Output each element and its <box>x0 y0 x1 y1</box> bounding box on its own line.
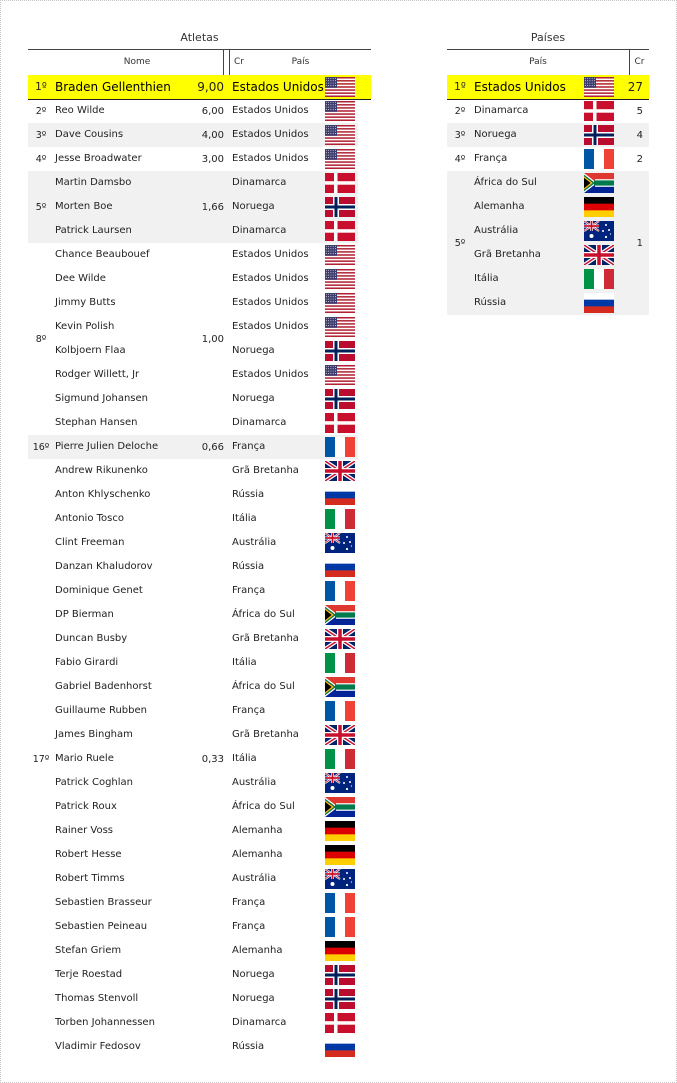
athlete-name: Vladimir Fedosov <box>55 1041 141 1052</box>
athlete-row <box>28 867 358 891</box>
athlete-name: Mario Ruele <box>55 753 114 764</box>
athlete-row <box>28 723 358 747</box>
athlete-name: Reo Wilde <box>55 105 105 116</box>
country-name: Alemanha <box>474 201 525 212</box>
athlete-row <box>28 219 358 243</box>
athlete-name: Chance Beaubouef <box>55 249 150 260</box>
south-africa-flag-icon <box>584 173 614 193</box>
athlete-country: Austrália <box>232 873 277 884</box>
athlete-country: Dinamarca <box>232 177 287 188</box>
header-country: País <box>529 57 547 67</box>
athlete-row <box>28 243 358 267</box>
country-name: Estados Unidos <box>474 80 566 94</box>
athlete-name: Sebastien Brasseur <box>55 897 152 908</box>
us-flag-icon <box>325 125 355 145</box>
athlete-name: Patrick Roux <box>55 801 117 812</box>
athlete-row <box>28 651 358 675</box>
germany-flag-icon <box>584 197 614 217</box>
athlete-name: Dave Cousins <box>55 129 124 140</box>
rank-label: 5º <box>454 237 466 249</box>
athlete-row <box>28 939 358 963</box>
us-flag-icon <box>325 317 355 337</box>
uk-flag-icon <box>325 461 355 481</box>
header-country: País <box>291 57 310 67</box>
country-row <box>447 195 649 219</box>
rank-label: 2º <box>35 105 47 117</box>
athlete-country: Itália <box>232 753 257 764</box>
country-name: Grã Bretanha <box>474 249 541 260</box>
cr-value: 1,66 <box>201 201 224 213</box>
cr-value: 27 <box>627 80 643 94</box>
athlete-name: Dee Wilde <box>55 273 106 284</box>
athlete-country: França <box>232 921 266 932</box>
athletes-header <box>28 49 371 76</box>
athlete-name: Thomas Stenvoll <box>55 993 139 1004</box>
athlete-name: Stephan Hansen <box>55 417 138 428</box>
athlete-row <box>28 267 358 291</box>
athlete-row <box>28 819 358 843</box>
rank-label: 1º <box>454 81 466 93</box>
rank-label: 1º <box>35 81 47 93</box>
country-row <box>447 99 649 123</box>
athlete-row <box>28 315 358 339</box>
france-flag-icon <box>325 917 355 937</box>
athlete-country: Rússia <box>232 489 265 500</box>
athlete-country: África do Sul <box>232 681 295 692</box>
norway-flag-icon <box>325 389 355 409</box>
france-flag-icon <box>325 701 355 721</box>
athlete-name: James Bingham <box>55 729 133 740</box>
athlete-row <box>28 963 358 987</box>
athlete-name: Andrew Rikunenko <box>55 465 148 476</box>
russia-flag-icon <box>325 557 355 577</box>
country-row <box>447 75 649 100</box>
france-flag-icon <box>325 437 355 457</box>
country-name: Austrália <box>474 225 519 236</box>
athlete-row <box>28 123 358 147</box>
country-name: Dinamarca <box>474 105 529 116</box>
athlete-row <box>28 459 358 483</box>
france-flag-icon <box>325 893 355 913</box>
athlete-name: Robert Timms <box>55 873 125 884</box>
italy-flag-icon <box>325 749 355 769</box>
athlete-country: Itália <box>232 657 257 668</box>
athlete-row <box>28 987 358 1011</box>
athlete-country: Noruega <box>232 993 275 1004</box>
athlete-country: Noruega <box>232 393 275 404</box>
germany-flag-icon <box>325 941 355 961</box>
germany-flag-icon <box>325 821 355 841</box>
us-flag-icon <box>325 77 355 97</box>
athlete-country: Austrália <box>232 777 277 788</box>
athlete-country: Estados Unidos <box>232 321 309 332</box>
athlete-name: Jimmy Butts <box>55 297 116 308</box>
france-flag-icon <box>325 581 355 601</box>
athlete-country: Noruega <box>232 201 275 212</box>
athlete-row <box>28 363 358 387</box>
athlete-name: Rodger Willett, Jr <box>55 369 140 380</box>
athlete-country: França <box>232 585 266 596</box>
athlete-name: Jesse Broadwater <box>55 153 142 164</box>
norway-flag-icon <box>325 341 355 361</box>
athlete-name: Anton Khlyschenko <box>55 489 151 500</box>
athlete-name: Gabriel Badenhorst <box>55 681 152 692</box>
rank-label: 3º <box>454 129 466 141</box>
header-name: Nome <box>123 57 151 67</box>
norway-flag-icon <box>584 125 614 145</box>
cr-value: 4 <box>636 129 643 141</box>
rank-label: 16º <box>32 441 50 453</box>
cr-value: 3,00 <box>201 153 224 165</box>
russia-flag-icon <box>325 485 355 505</box>
athlete-country: Estados Unidos <box>232 273 309 284</box>
us-flag-icon <box>325 245 355 265</box>
uk-flag-icon <box>584 245 614 265</box>
italy-flag-icon <box>325 509 355 529</box>
australia-flag-icon <box>325 773 355 793</box>
country-row <box>447 267 649 291</box>
rank-label: 4º <box>454 153 466 165</box>
country-row <box>447 243 649 267</box>
athlete-row <box>28 603 358 627</box>
athlete-row <box>28 147 358 171</box>
denmark-flag-icon <box>325 173 355 193</box>
athlete-country: Estados Unidos <box>232 129 309 140</box>
country-row <box>447 147 649 171</box>
country-name: França <box>474 153 508 164</box>
athlete-name: Sigmund Johansen <box>55 393 148 404</box>
athlete-country: Alemanha <box>232 825 283 836</box>
athlete-country: Alemanha <box>232 849 283 860</box>
country-row <box>447 291 649 315</box>
athlete-row <box>28 339 358 363</box>
athlete-country: Estados Unidos <box>232 153 309 164</box>
athlete-name: Clint Freeman <box>55 537 125 548</box>
athlete-name: Pierre Julien Deloche <box>55 441 159 452</box>
country-row <box>447 219 649 243</box>
countries-title: Países <box>530 31 566 44</box>
athlete-country: Rússia <box>232 1041 265 1052</box>
athlete-country: Rússia <box>232 561 265 572</box>
cr-value: 2 <box>636 153 643 165</box>
uk-flag-icon <box>325 725 355 745</box>
rank-label: 2º <box>454 105 466 117</box>
athlete-country: Noruega <box>232 969 275 980</box>
athlete-country: Grã Bretanha <box>232 633 299 644</box>
country-name: Noruega <box>474 129 517 140</box>
athlete-country: Itália <box>232 513 257 524</box>
athlete-name: Kolbjoern Flaa <box>55 345 126 356</box>
athlete-row <box>28 1035 358 1059</box>
cr-value: 6,00 <box>201 105 224 117</box>
france-flag-icon <box>584 149 614 169</box>
athlete-country: Estados Unidos <box>232 369 309 380</box>
country-row <box>447 171 649 195</box>
us-flag-icon <box>325 293 355 313</box>
athlete-row <box>28 435 358 459</box>
athlete-row <box>28 195 358 219</box>
countries-header <box>447 49 649 76</box>
header-cr: Cr <box>634 57 645 67</box>
athlete-row <box>28 579 358 603</box>
rank-label: 5º <box>35 201 47 213</box>
athlete-name: Morten Boe <box>55 201 113 212</box>
athlete-row <box>28 843 358 867</box>
athlete-name: Braden Gellenthien <box>55 80 171 94</box>
cr-value: 5 <box>636 105 643 117</box>
athlete-row <box>28 507 358 531</box>
header-cr: Cr <box>234 57 244 67</box>
athlete-country: África do Sul <box>232 609 295 620</box>
country-name: Itália <box>474 273 499 284</box>
athlete-row <box>28 171 358 195</box>
athlete-row <box>28 411 358 435</box>
denmark-flag-icon <box>325 1013 355 1033</box>
us-flag-icon <box>584 77 614 97</box>
athlete-country: Estados Unidos <box>232 80 324 94</box>
denmark-flag-icon <box>584 101 614 121</box>
athlete-name: Patrick Coghlan <box>55 777 134 788</box>
denmark-flag-icon <box>325 221 355 241</box>
athlete-row <box>28 99 358 123</box>
cr-value: 9,00 <box>197 80 224 94</box>
athlete-name: Kevin Polish <box>55 321 115 332</box>
athlete-row <box>28 291 358 315</box>
athlete-row <box>28 747 358 771</box>
athlete-country: Dinamarca <box>232 1017 287 1028</box>
russia-flag-icon <box>584 293 614 313</box>
athlete-row <box>28 915 358 939</box>
australia-flag-icon <box>584 221 614 241</box>
germany-flag-icon <box>325 845 355 865</box>
athlete-name: Guillaume Rubben <box>55 705 147 716</box>
cr-value: 1,00 <box>201 333 224 345</box>
norway-flag-icon <box>325 989 355 1009</box>
athlete-name: Stefan Griem <box>55 945 122 956</box>
athlete-name: Rainer Voss <box>55 825 114 836</box>
denmark-flag-icon <box>325 413 355 433</box>
us-flag-icon <box>325 365 355 385</box>
rank-label: 4º <box>35 153 47 165</box>
italy-flag-icon <box>584 269 614 289</box>
cr-value: 0,66 <box>201 441 224 453</box>
athlete-country: Alemanha <box>232 945 283 956</box>
athlete-row <box>28 555 358 579</box>
us-flag-icon <box>325 269 355 289</box>
athlete-name: Duncan Busby <box>55 633 128 644</box>
norway-flag-icon <box>325 965 355 985</box>
us-flag-icon <box>325 101 355 121</box>
athlete-name: Patrick Laursen <box>55 225 132 236</box>
rank-label: 17º <box>32 753 50 765</box>
south-africa-flag-icon <box>325 677 355 697</box>
australia-flag-icon <box>325 869 355 889</box>
athlete-row <box>28 531 358 555</box>
country-name: África do Sul <box>474 177 537 188</box>
athlete-country: Grã Bretanha <box>232 729 299 740</box>
cr-value: 4,00 <box>201 129 224 141</box>
athlete-country: Grã Bretanha <box>232 465 299 476</box>
athlete-name: Fabio Girardi <box>55 657 119 668</box>
athlete-row <box>28 1011 358 1035</box>
athlete-name: Sebastien Peineau <box>55 921 148 932</box>
athlete-country: Noruega <box>232 345 275 356</box>
us-flag-icon <box>325 149 355 169</box>
athlete-name: Antonio Tosco <box>55 513 124 524</box>
athlete-name: Terje Roestad <box>55 969 123 980</box>
russia-flag-icon <box>325 1037 355 1057</box>
cr-value: 1 <box>636 237 643 249</box>
athlete-row <box>28 675 358 699</box>
athlete-country: Estados Unidos <box>232 297 309 308</box>
athlete-row <box>28 795 358 819</box>
athletes-title: Atletas <box>180 31 219 44</box>
athlete-country: França <box>232 441 266 452</box>
rank-label: 8º <box>35 333 47 345</box>
athlete-row <box>28 771 358 795</box>
uk-flag-icon <box>325 629 355 649</box>
athlete-country: Dinamarca <box>232 225 287 236</box>
athlete-name: Robert Hesse <box>55 849 122 860</box>
athlete-name: Martin Damsbo <box>55 177 132 188</box>
cr-value: 0,33 <box>201 753 224 765</box>
australia-flag-icon <box>325 533 355 553</box>
south-africa-flag-icon <box>325 797 355 817</box>
norway-flag-icon <box>325 197 355 217</box>
athlete-row <box>28 891 358 915</box>
athlete-country: França <box>232 705 266 716</box>
athlete-row <box>28 699 358 723</box>
athlete-country: Estados Unidos <box>232 105 309 116</box>
athlete-name: Danzan Khaludorov <box>55 561 153 572</box>
athlete-row <box>28 627 358 651</box>
athlete-country: França <box>232 897 266 908</box>
athlete-name: Torben Johannessen <box>55 1017 155 1028</box>
athlete-row <box>28 387 358 411</box>
athlete-name: Dominique Genet <box>55 585 143 596</box>
rank-label: 3º <box>35 129 47 141</box>
athlete-row <box>28 483 358 507</box>
athlete-country: Austrália <box>232 537 277 548</box>
athlete-country: Dinamarca <box>232 417 287 428</box>
country-row <box>447 123 649 147</box>
athlete-country: África do Sul <box>232 801 295 812</box>
south-africa-flag-icon <box>325 605 355 625</box>
italy-flag-icon <box>325 653 355 673</box>
athlete-name: DP Bierman <box>55 609 114 620</box>
athlete-country: Estados Unidos <box>232 249 309 260</box>
country-name: Rússia <box>474 297 507 308</box>
